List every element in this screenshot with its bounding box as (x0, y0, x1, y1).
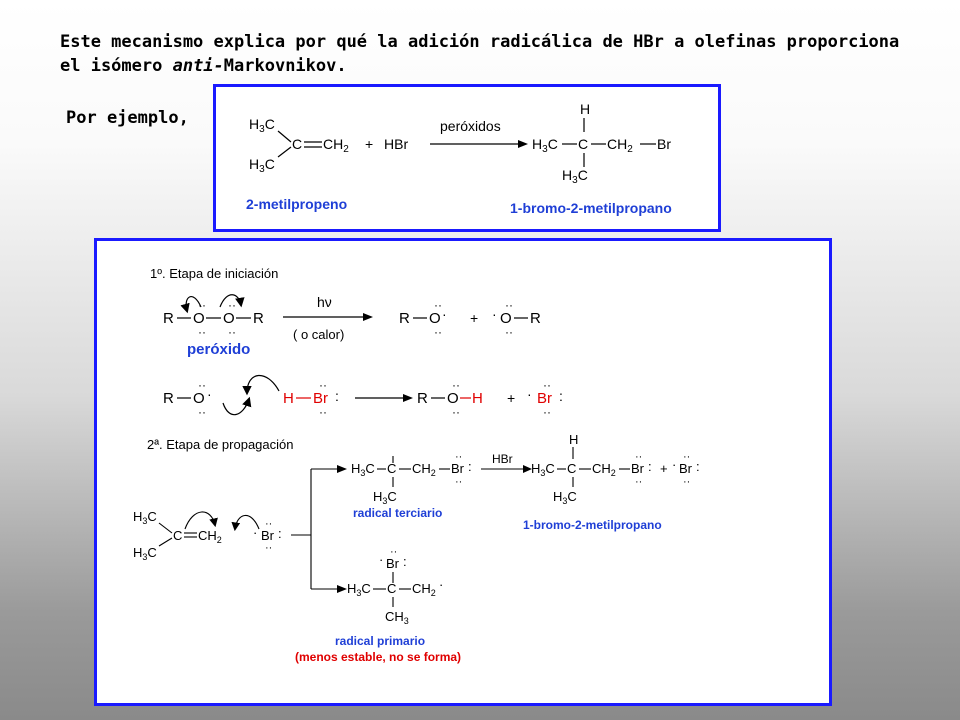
svg-text:··: ·· (543, 405, 551, 419)
svg-text::: : (468, 459, 472, 474)
svg-text:·: · (492, 306, 497, 322)
heat-label: ( o calor) (293, 327, 345, 342)
hbr-label: HBr (492, 452, 513, 466)
svg-text:··: ·· (434, 325, 442, 339)
svg-text:Br: Br (631, 461, 644, 476)
svg-text:H3C: $H_3C$ (562, 167, 588, 186)
svg-text:··: ·· (228, 325, 236, 339)
reactant-name: 2-metilpropeno (246, 196, 348, 212)
svg-text:CH2: $CH_2$ (412, 581, 436, 598)
svg-text:··: ·· (265, 518, 273, 530)
product-name: 1-bromo-2-metilpropano (510, 200, 672, 216)
svg-text:··: ·· (635, 451, 643, 463)
svg-text:O: O (193, 390, 205, 407)
svg-text:Br: Br (261, 528, 274, 543)
svg-text:Br: Br (451, 461, 464, 476)
svg-text:Br: Br (313, 390, 328, 407)
svg-text:H: H (580, 101, 591, 117)
svg-text:·: · (672, 457, 677, 472)
svg-text:H3C: $H_3C$ (249, 156, 275, 175)
svg-text:O: O (429, 310, 441, 327)
svg-text:··: ·· (434, 298, 442, 312)
svg-text:CH2: $CH_2$ (323, 136, 349, 155)
svg-text:CH2: $CH_2$ (412, 461, 436, 478)
svg-text:C: C (567, 461, 577, 476)
example-label: Por ejemplo, (66, 108, 189, 128)
overall-reaction-diagram (216, 87, 721, 232)
svg-text:··: ·· (319, 405, 327, 419)
svg-text:H: H (569, 432, 579, 447)
svg-text:·: · (253, 525, 258, 540)
svg-text:CH2: $CH_2$ (198, 528, 222, 545)
svg-text:·: · (379, 552, 384, 567)
svg-text::: : (335, 388, 339, 404)
svg-text:··: ·· (265, 542, 273, 554)
svg-text::: : (696, 459, 700, 474)
svg-text:C: C (578, 136, 589, 152)
svg-text:C: C (387, 581, 397, 596)
svg-text:+: + (470, 310, 479, 326)
svg-text:R: R (163, 390, 174, 407)
svg-text:O: O (223, 310, 235, 327)
hv-label: hν (317, 294, 332, 310)
svg-text:Br: Br (657, 136, 671, 152)
svg-text:R: R (417, 390, 428, 407)
svg-text:··: ·· (505, 325, 513, 339)
primary-radical-note: (menos estable, no se forma) (295, 650, 462, 664)
svg-text:CH2: $CH_2$ (592, 461, 616, 478)
svg-text:··: ·· (635, 476, 643, 488)
svg-text:Br: Br (537, 390, 552, 407)
svg-text:H3C: $H_3C$ (532, 136, 558, 155)
primary-radical-label: radical primario (335, 634, 426, 648)
svg-text:C: C (387, 461, 397, 476)
reagent-hbr: HBr (384, 136, 409, 152)
plus-sign: + (365, 136, 374, 152)
svg-text:Br: Br (679, 461, 692, 476)
svg-text:H3C: $H_3C$ (133, 545, 157, 562)
svg-text:··: ·· (198, 298, 206, 312)
mechanism-box (94, 238, 832, 706)
svg-text:·: · (527, 386, 532, 402)
svg-text:O: O (447, 390, 459, 407)
svg-text::: : (559, 388, 563, 404)
svg-text:··: ·· (543, 378, 551, 392)
svg-text:H3C: $H_3C$ (347, 581, 371, 598)
intro-line-1: Este mecanismo explica por qué la adición radicálica de HBr a olefinas proporciona (60, 32, 900, 52)
step2-title: 2ª. Etapa de propagación (147, 437, 294, 452)
svg-text:H3C: $H_3C$ (249, 116, 275, 135)
svg-text:+: + (507, 390, 516, 406)
svg-text:CH3: $CH_3$ (385, 609, 409, 626)
svg-text:R: R (530, 310, 541, 327)
svg-text:H3C: $H_3C$ (553, 489, 577, 506)
svg-text:··: ·· (505, 298, 513, 312)
svg-text:CH2: $CH_2$ (607, 136, 633, 155)
svg-text:O: O (500, 310, 512, 327)
svg-text:··: ·· (198, 405, 206, 419)
svg-text::: : (403, 554, 407, 569)
svg-text:H: H (283, 390, 294, 407)
svg-text:R: R (399, 310, 410, 327)
svg-text:··: ·· (319, 378, 327, 392)
svg-text::: : (648, 459, 652, 474)
svg-text:H3C: $H_3C$ (133, 509, 157, 526)
svg-text:R: R (253, 310, 264, 327)
svg-text:·: · (207, 386, 212, 402)
condition-peroxides: peróxidos (440, 118, 501, 134)
propagation-product-label: 1-bromo-2-metilpropano (523, 518, 662, 532)
svg-text:C: C (173, 528, 183, 543)
intro-text (60, 30, 920, 78)
svg-text:·: · (442, 306, 447, 322)
svg-text:·: · (439, 577, 444, 592)
svg-text:R: R (163, 310, 174, 327)
svg-text:··: ·· (228, 298, 236, 312)
svg-text:+: + (660, 461, 668, 476)
svg-text:C: C (292, 136, 303, 152)
svg-text:··: ·· (198, 325, 206, 339)
step1-title: 1º. Etapa de iniciación (150, 266, 279, 281)
svg-text:Br: Br (386, 556, 399, 571)
mechanism-diagram (97, 241, 832, 706)
svg-text:··: ·· (452, 378, 460, 392)
svg-text::: : (278, 526, 282, 541)
svg-text:H3C: $H_3C$ (373, 489, 397, 506)
svg-text:H: H (472, 390, 483, 407)
intro-line-2: el isómero anti-Markovnikov. (60, 56, 347, 76)
svg-text:··: ·· (683, 451, 691, 463)
svg-text:··: ·· (198, 378, 206, 392)
svg-text:··: ·· (455, 451, 463, 463)
svg-text:··: ·· (390, 546, 398, 558)
peroxide-label: peróxido (187, 341, 251, 358)
svg-text:··: ·· (683, 476, 691, 488)
svg-text:H3C: $H_3C$ (531, 461, 555, 478)
svg-text:H3C: $H_3C$ (351, 461, 375, 478)
svg-text:··: ·· (452, 405, 460, 419)
svg-text:O: O (193, 310, 205, 327)
tertiary-radical-label: radical terciario (353, 506, 443, 520)
svg-text:··: ·· (455, 476, 463, 488)
overall-reaction-box (213, 84, 721, 232)
